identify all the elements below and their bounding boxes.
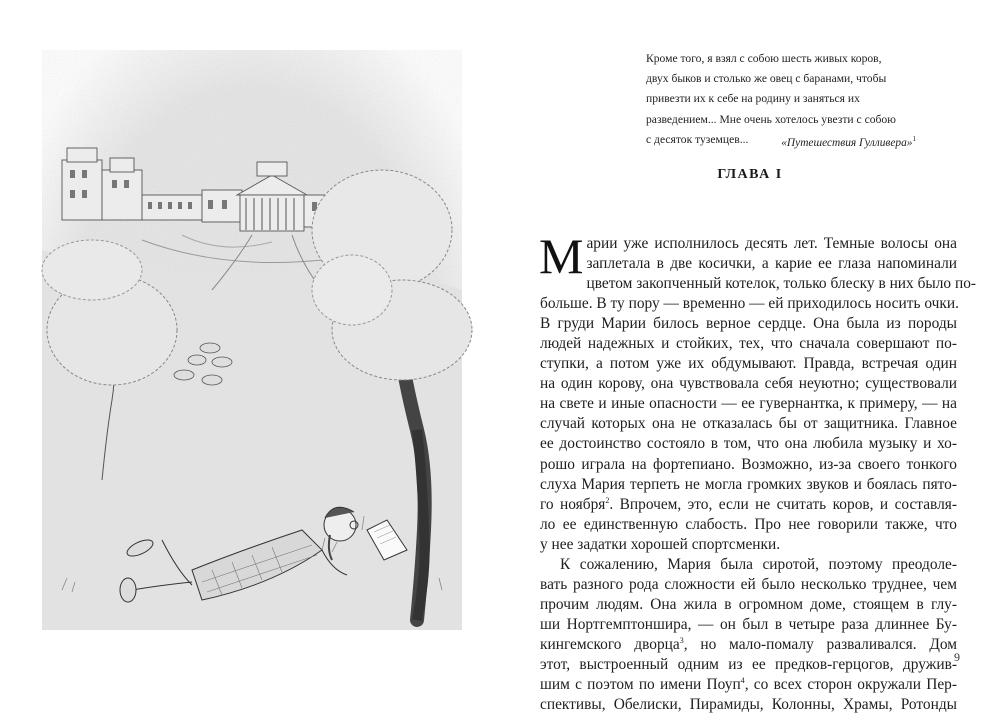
- page-number: 9: [954, 650, 960, 664]
- text-line: спективы, Обелиски, Пирамиды, Колонны, Храмы, Ротонды: [540, 696, 957, 714]
- text-line: случай которых она не отказалась бы от защитника. Главное: [540, 415, 957, 433]
- text-line: цветом закопченный котелок, только блеску в них было по-: [586, 275, 977, 293]
- text-line: заплетала в две косички, а карие ее глаза напоминали: [586, 255, 957, 273]
- text-segment: , со всех сторон окружали Пер-: [744, 676, 957, 694]
- epigraph-line: Кроме того, я взял с собою шесть живых коров,: [646, 52, 882, 65]
- text-line: арии уже исполнилось десять лет. Темные волосы она: [586, 235, 957, 252]
- text-line: на один корову, она чувствовала себя неуютно; существовали: [540, 375, 957, 393]
- text-line: ло ее единственную слабость. Про нее говорили также, что: [540, 515, 957, 533]
- drop-cap: М: [539, 228, 584, 284]
- footnote-marker: 3: [679, 635, 684, 645]
- text-line: [540, 495, 957, 515]
- footnote-marker: 4: [740, 676, 745, 686]
- epigraph-line: привезти их к себе на родину и заняться их: [646, 92, 860, 106]
- chapter-title: ГЛАВА I: [717, 167, 783, 182]
- illustration-drawing: [22, 30, 482, 670]
- left-page: [0, 0, 500, 700]
- epigraph-source-title: «Путешествия Гулливера»: [781, 136, 913, 149]
- text-segment: кингемского дворца: [540, 635, 680, 653]
- epigraph-source: [646, 135, 916, 149]
- footnote-marker: 1: [912, 135, 916, 143]
- text-line: людей надежных и стойких, тех, что сначала совершают по-: [540, 335, 957, 353]
- epigraph-line: разведением... Мне очень хотелось увезти с собою: [646, 112, 896, 126]
- paragraph-2: [540, 555, 957, 715]
- text-line: [540, 635, 957, 655]
- illustration: [22, 30, 482, 670]
- text-line: прочим людям. Она жила в огромном доме, стоящем в глу-: [540, 595, 957, 613]
- text-line: вать разного рода сложности ей было несколько труднее, чем: [540, 575, 957, 593]
- text-segment: шим с поэтом по имени Поуп: [540, 676, 741, 694]
- right-page: [500, 0, 1000, 714]
- epigraph-line: двух быков и столько же овец с баранами, чтобы: [646, 72, 887, 86]
- text-line: ши Нортгемптоншира, — он был в четыре раза длиннее Бу-: [540, 615, 957, 633]
- text-line: слуха Мария терпеть не могла громких звуков и боялась пято-: [540, 475, 957, 493]
- text-line: у нее задатки хорошей спортсменки.: [540, 535, 781, 553]
- text-line: ступки, а потом уже их обдумывают. Правда, встречая один: [540, 355, 957, 373]
- body-text: [539, 228, 977, 715]
- paragraph-1: [539, 228, 977, 555]
- text-line: на свете и иные опасности — ее гувернантка, к примеру, — на: [540, 395, 957, 413]
- text-segment: . Впрочем, это, если не считать коров, и составля-: [609, 495, 957, 513]
- text-segment: го ноября: [540, 495, 606, 513]
- text-line: К сожалению, Мария была сиротой, поэтому преодоле-: [560, 555, 957, 573]
- text-line: этот, выстроенный одним из ее предков-герцогов, дружив-: [540, 655, 957, 673]
- footnote-marker: 2: [605, 495, 610, 505]
- text-line: рошо играла на фортепиано. Возможно, из-за своего тонкого: [540, 455, 957, 473]
- text-segment: , но мало-помалу разваливался. Дом: [683, 635, 957, 653]
- epigraph-line: с десяток туземцев...: [646, 132, 749, 146]
- text-line: больше. В ту пору — временно — ей приходилось носить очки.: [540, 295, 959, 313]
- text-line: ее достоинство состояло в том, что она любила музыку и хо-: [540, 435, 957, 453]
- text-line: [540, 675, 957, 695]
- text-line: В груди Марии билось верное сердце. Она была из породы: [540, 315, 957, 333]
